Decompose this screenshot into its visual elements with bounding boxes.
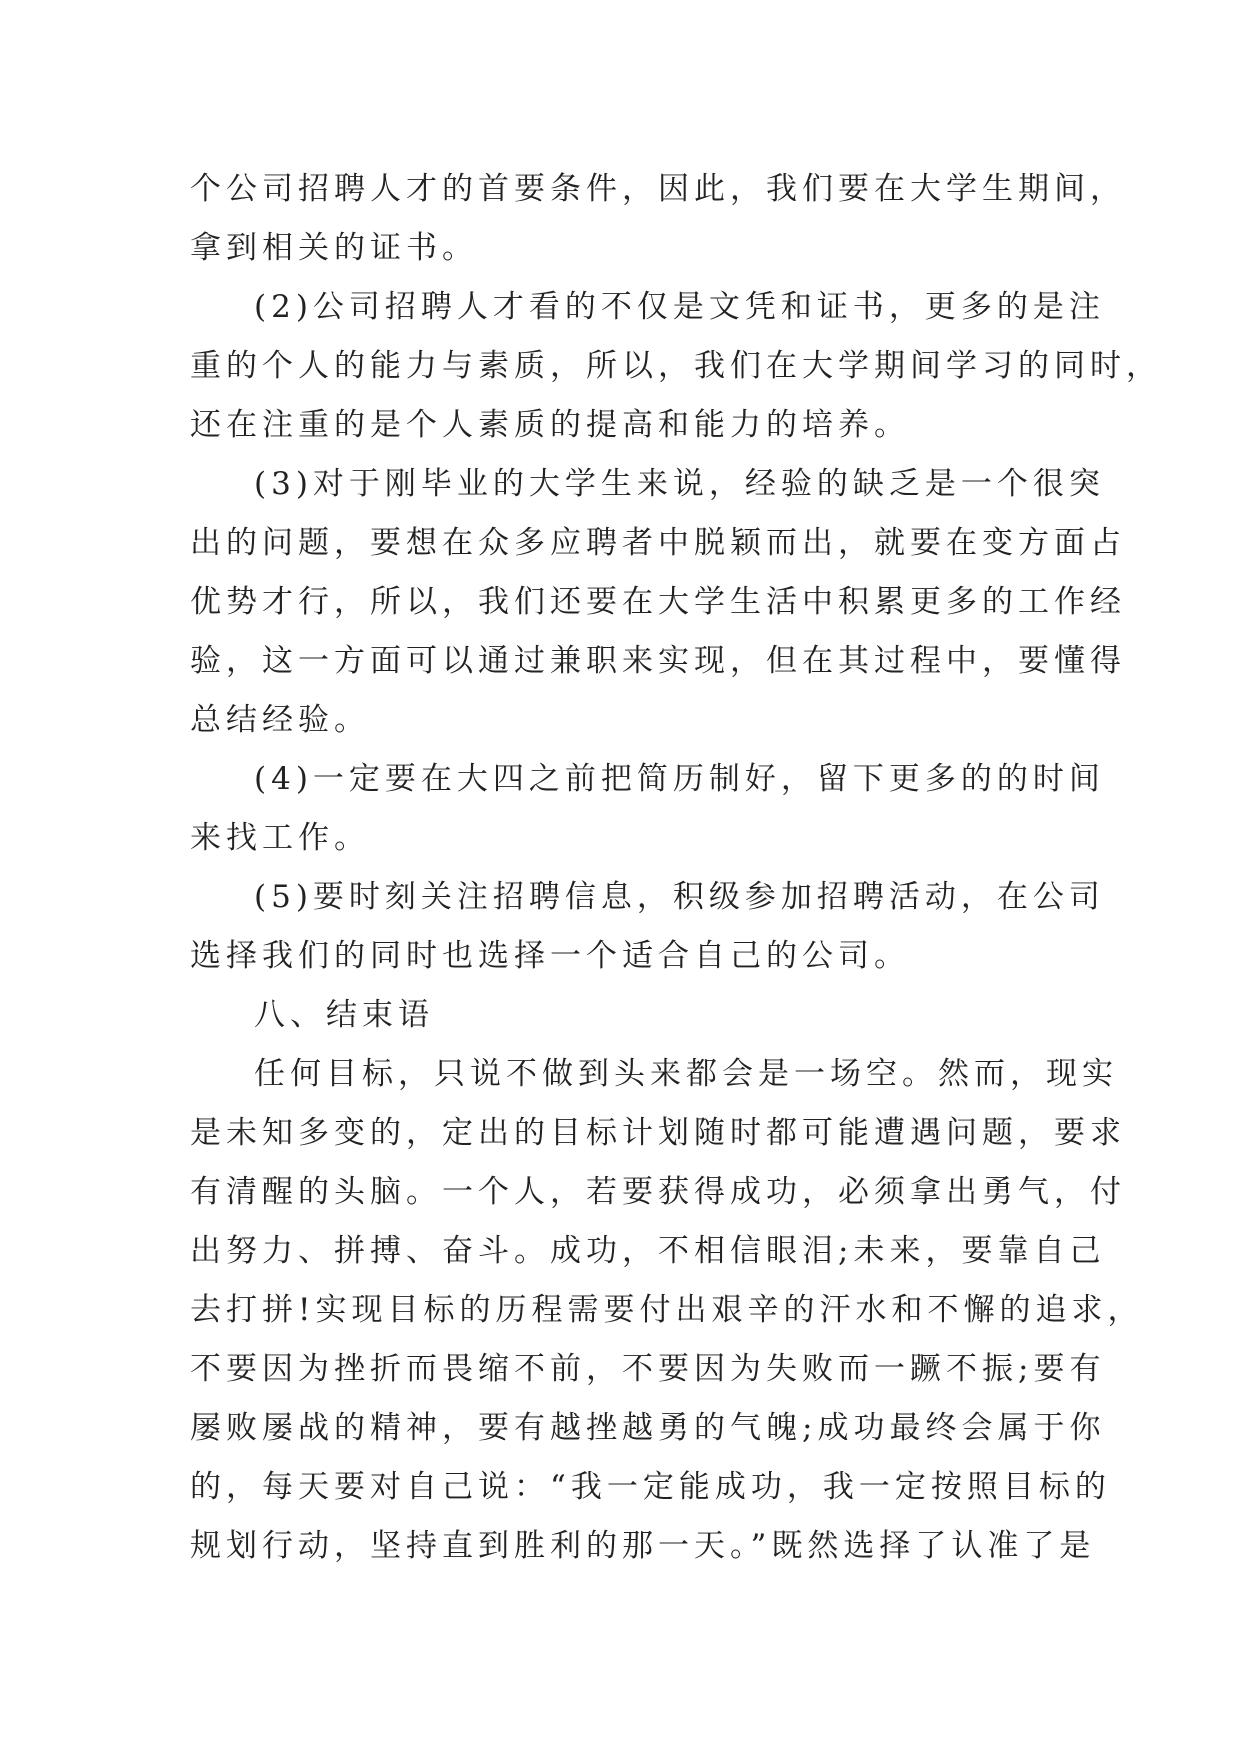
list-item-3-start: (3)对于刚毕业的大学生来说，经验的缺乏是一个很突 (254, 466, 1105, 502)
text-line: 还在注重的是个人素质的提高和能力的培养。 (190, 407, 910, 443)
text-line: 规划行动，坚持直到胜利的那一天。”既然选择了认准了是 (190, 1528, 1096, 1564)
text-line: 选择我们的同时也选择一个适合自己的公司。 (190, 938, 910, 974)
text-line: 出的问题，要想在众多应聘者中脱颖而出，就要在变方面占 (190, 525, 1126, 561)
text-line: 是未知多变的，定出的目标计划随时都可能遭遇问题，要求 (190, 1115, 1126, 1151)
text-line: 不要因为挫折而畏缩不前，不要因为失败而一蹶不振;要有 (190, 1351, 1106, 1387)
paragraph-start: 任何目标，只说不做到头来都会是一场空。然而，现实 (254, 1056, 1118, 1092)
text-line: 重的个人的能力与素质，所以，我们在大学期间学习的同时， (190, 348, 1162, 384)
list-item-5-start: (5)要时刻关注招聘信息，积级参加招聘活动，在公司 (254, 879, 1105, 915)
list-item-2-start: (2)公司招聘人才看的不仅是文凭和证书，更多的是注 (254, 289, 1105, 325)
section-heading: 八、结束语 (254, 997, 434, 1033)
text-line: 有清醒的头脑。一个人，若要获得成功，必须拿出勇气，付 (190, 1174, 1126, 1210)
text-line: 去打拼!实现目标的历程需要付出艰辛的汗水和不懈的追求， (190, 1292, 1144, 1328)
text-line: 拿到相关的证书。 (190, 230, 478, 266)
text-line: 个公司招聘人才的首要条件，因此，我们要在大学生期间， (190, 171, 1126, 207)
text-line: 总结经验。 (190, 702, 370, 738)
text-line: 验，这一方面可以通过兼职来实现，但在其过程中，要懂得 (190, 643, 1126, 679)
document-body (190, 160, 1162, 1576)
text-line: 屡败屡战的精神，要有越挫越勇的气魄;成功最终会属于你 (190, 1410, 1106, 1446)
text-line: 来找工作。 (190, 820, 370, 856)
text-line: 出努力、拼搏、奋斗。成功，不相信眼泪;未来，要靠自己 (190, 1233, 1106, 1269)
text-line: 优势才行，所以，我们还要在大学生活中积累更多的工作经 (190, 584, 1126, 620)
text-line: 的，每天要对自己说：“我一定能成功，我一定按照目标的 (190, 1469, 1111, 1505)
list-item-4-start: (4)一定要在大四之前把简历制好，留下更多的的时间 (254, 761, 1105, 797)
